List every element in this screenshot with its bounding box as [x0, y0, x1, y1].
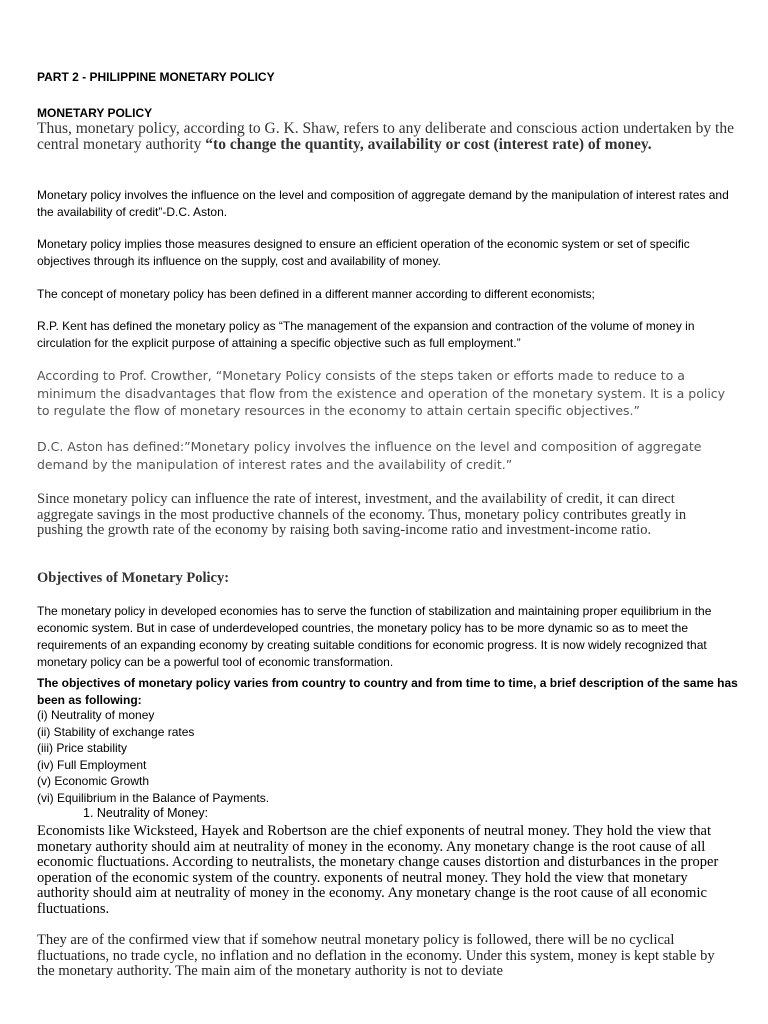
- shaw-definition-lead: Thus, monetary policy, according to G. K. Shaw, refers to any deliberate and conscious action undertaken by the central monetary authority: [37, 120, 734, 153]
- list-item: (iv) Full Employment: [37, 757, 147, 772]
- list-item: (ii) Stability of exchange rates: [37, 724, 195, 739]
- kent-paragraph: R.P. Kent has defined the monetary policy as “The management of the expansion and contraction of the volume of money in circulation for the explicit purpose of attaining a specific objective such as full employment.”: [37, 319, 695, 350]
- list-item: (v) Economic Growth: [37, 774, 150, 788]
- list-item: (vi) Equilibrium in the Balance of Payments.: [37, 790, 270, 805]
- neutrality-paragraph-1: Economists like Wicksteed, Hayek and Robertson are the chief exponents of neutral money. They hold the view that monetary authority should aim at neutrality of money in the economy. Any monetary change is the root cause of all economic fluctuations. According to neutralists, the monetary change causes distortion and disturbances in the proper operation of the economic system of the country. exponents of neutral money. They hold the view that monetary authority should aim at neutrality of money in the economy. Any monetary change is the root cause of all economic fluctuations.: [37, 823, 719, 917]
- part-title: PART 2 - PHILIPPINE MONETARY POLICY: [37, 70, 275, 84]
- neutrality-heading: 1. Neutrality of Money:: [83, 806, 209, 820]
- measures-paragraph: Monetary policy implies those measures designed to ensure an efficient operation of the economic system or set of specific objectives through its influence on the supply, cost and availability of money.: [37, 237, 690, 268]
- objectives-lead: The objectives of monetary policy varies from country to country and from time to time, a brief description of the same has been as following:: [37, 676, 738, 707]
- list-item: (i) Neutrality of money: [37, 708, 155, 722]
- objectives-intro: The monetary policy in developed economies has to serve the function of stabilization and maintaining proper equilibrium in the economic system. But in case of underdeveloped countries, the monetary policy has to be more dynamic so as to meet the requirements of an expanding economy by creating suitable conditions for economic progress. It is now widely recognized that monetary policy can be a powerful tool of economic transformation.: [37, 604, 712, 669]
- section-title: MONETARY POLICY: [37, 106, 153, 120]
- shaw-definition: [37, 121, 737, 153]
- objectives-list: [37, 707, 737, 806]
- objectives-heading: Objectives of Monetary Policy:: [37, 570, 230, 586]
- concept-paragraph: The concept of monetary policy has been defined in a different manner according to different economists;: [37, 287, 595, 301]
- aston-definition-paragraph: D.C. Aston has defined:”Monetary policy involves the influence on the level and composition of aggregate demand by the manipulation of interest rates and the availability of credit.”: [37, 439, 702, 472]
- aston-paragraph: Monetary policy involves the influence on the level and composition of aggregate demand by the manipulation of interest rates and the availability of credit”-D.C. Aston.: [37, 188, 729, 219]
- neutrality-paragraph-2: They are of the confirmed view that if somehow neutral monetary policy is followed, there will be no cyclical fluctuations, no trade cycle, no inflation and no deflation in the economy. Under this system, money is kept stable by the monetary authority. The main aim of the monetary authority is not to deviate: [37, 932, 715, 979]
- shaw-definition-emphasis: “to change the quantity, availability or cost (interest rate) of money.: [205, 136, 652, 153]
- crowther-paragraph: According to Prof. Crowther, “Monetary Policy consists of the steps taken or efforts made to reduce to a minimum the disadvantages that flow from the existence and operation of the monetary system. It is a policy to regulate the flow of monetary resources in the economy to attain certain specific objectives.”: [37, 368, 726, 418]
- list-item: (iii) Price stability: [37, 741, 128, 755]
- since-paragraph: Since monetary policy can influence the rate of interest, investment, and the availability of credit, it can direct aggregate savings in the most productive channels of the economy. Thus, monetary policy contributes greatly in pushing the growth rate of the economy by raising both saving-income ratio and investment-income ratio.: [37, 491, 687, 538]
